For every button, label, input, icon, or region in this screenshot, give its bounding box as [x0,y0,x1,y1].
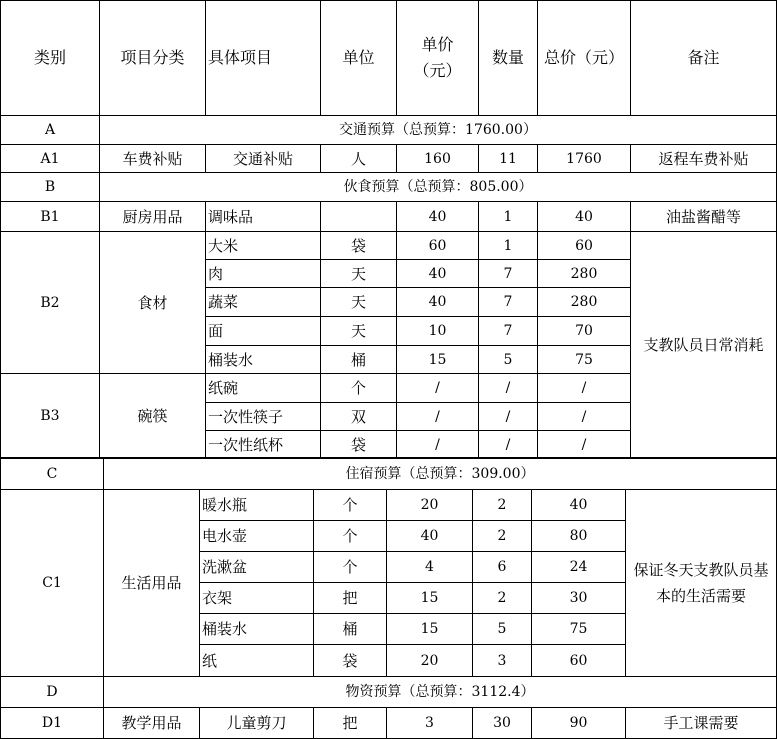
row-unit [321,202,397,232]
section-title: 物资预算（总预算：3112.4） [104,677,777,708]
row-price: / [397,403,479,431]
row-qty: 11 [479,145,538,173]
row-unit: 个 [314,521,387,552]
row-total: 24 [532,552,626,583]
row-unit: 天 [321,260,397,288]
table-row-c1 [1,490,777,521]
row-price: / [397,374,479,403]
row-item: 洗漱盆 [200,552,314,583]
row-qty: / [479,374,538,403]
row-item: 纸碗 [206,374,321,403]
row-unit: 桶 [321,346,397,374]
row-qty: 30 [473,708,532,739]
row-code: C1 [1,490,104,677]
row-class: 厨房用品 [100,202,206,232]
row-item: 调味品 [206,202,321,232]
row-total: 90 [532,708,626,739]
row-qty: / [479,431,538,459]
row-total: 80 [532,521,626,552]
row-unit: 个 [314,552,387,583]
header-unit-price: 单价 （元） [397,1,479,116]
row-total: 75 [538,346,631,374]
row-total: / [538,403,631,431]
row-unit: 把 [314,708,387,739]
section-row-c [1,458,777,490]
header-unit: 单位 [321,1,397,116]
row-note: 支教队员日常消耗 [631,232,777,459]
row-item: 纸 [200,645,314,677]
row-total: 1760 [538,145,631,173]
row-code: D1 [1,708,104,739]
header-total: 总价（元） [538,1,631,116]
row-price: 60 [397,232,479,260]
row-price: / [397,431,479,459]
row-qty: 7 [479,260,538,288]
section-title: 交通预算（总预算：1760.00） [100,116,777,145]
row-price: 3 [387,708,473,739]
row-item: 交通补贴 [206,145,321,173]
row-class: 车费补贴 [100,145,206,173]
row-price: 160 [397,145,479,173]
table-row-a1 [1,145,777,173]
section-code: A [1,116,100,145]
row-note: 油盐酱醋等 [631,202,777,232]
table-row-b1 [1,202,777,232]
row-qty: 5 [479,346,538,374]
section-row-a [1,116,777,145]
section-title: 住宿预算（总预算：309.00） [104,458,777,490]
row-class: 教学用品 [104,708,200,739]
row-item: 一次性筷子 [206,403,321,431]
row-price: 20 [387,645,473,677]
row-item: 面 [206,317,321,346]
row-unit: 个 [314,490,387,521]
table-row-d1 [1,708,777,739]
row-note: 返程车费补贴 [631,145,777,173]
table-row-b2 [1,232,777,260]
row-total: 60 [538,232,631,260]
row-total: / [538,431,631,459]
row-qty: 2 [473,521,532,552]
row-total: / [538,374,631,403]
row-unit: 把 [314,583,387,614]
row-unit: 袋 [321,431,397,459]
row-total: 40 [538,202,631,232]
row-price: 15 [397,346,479,374]
section-code: C [1,458,104,490]
budget-table-lower [0,457,777,739]
section-row-b [1,173,777,202]
row-price: 40 [397,260,479,288]
row-class: 碗筷 [100,374,206,459]
row-item: 桶装水 [200,614,314,645]
row-item: 衣架 [200,583,314,614]
row-item: 一次性纸杯 [206,431,321,459]
row-qty: 7 [479,288,538,317]
row-unit: 个 [321,374,397,403]
row-qty: 2 [473,490,532,521]
row-item: 大米 [206,232,321,260]
row-item: 蔬菜 [206,288,321,317]
row-item: 桶装水 [206,346,321,374]
row-price: 15 [387,614,473,645]
row-qty: 3 [473,645,532,677]
row-price: 40 [387,521,473,552]
section-code: B [1,173,100,202]
section-title: 伙食预算（总预算：805.00） [100,173,777,202]
row-total: 60 [532,645,626,677]
row-unit: 袋 [321,232,397,260]
header-quantity: 数量 [479,1,538,116]
row-qty: 7 [479,317,538,346]
row-total: 280 [538,260,631,288]
row-note: 保证冬天支教队员基本的生活需要 [626,490,777,677]
row-price: 4 [387,552,473,583]
row-qty: 6 [473,552,532,583]
row-qty: 1 [479,202,538,232]
row-price: 40 [397,202,479,232]
row-total: 30 [532,583,626,614]
row-price: 15 [387,583,473,614]
row-total: 75 [532,614,626,645]
header-note: 备注 [631,1,777,116]
row-class: 食材 [100,232,206,374]
row-unit: 桶 [314,614,387,645]
row-code: B3 [1,374,100,459]
row-total: 40 [532,490,626,521]
row-unit: 双 [321,403,397,431]
row-unit: 人 [321,145,397,173]
row-item: 肉 [206,260,321,288]
row-qty: 5 [473,614,532,645]
section-code: D [1,677,104,708]
row-code: B1 [1,202,100,232]
header-item: 具体项目 [206,1,321,116]
row-price: 20 [387,490,473,521]
row-price: 40 [397,288,479,317]
row-class: 生活用品 [104,490,200,677]
row-unit: 天 [321,288,397,317]
row-code: A1 [1,145,100,173]
row-qty: 1 [479,232,538,260]
header-row [1,1,777,116]
row-total: 280 [538,288,631,317]
row-qty: 2 [473,583,532,614]
header-item-class: 项目分类 [100,1,206,116]
row-item: 暖水瓶 [200,490,314,521]
row-qty: / [479,403,538,431]
row-code: B2 [1,232,100,374]
row-price: 10 [397,317,479,346]
row-item: 儿童剪刀 [200,708,314,739]
row-item: 电水壶 [200,521,314,552]
section-row-d [1,677,777,708]
row-unit: 天 [321,317,397,346]
row-unit: 袋 [314,645,387,677]
row-total: 70 [538,317,631,346]
header-category: 类别 [1,1,100,116]
row-note: 手工课需要 [626,708,777,739]
